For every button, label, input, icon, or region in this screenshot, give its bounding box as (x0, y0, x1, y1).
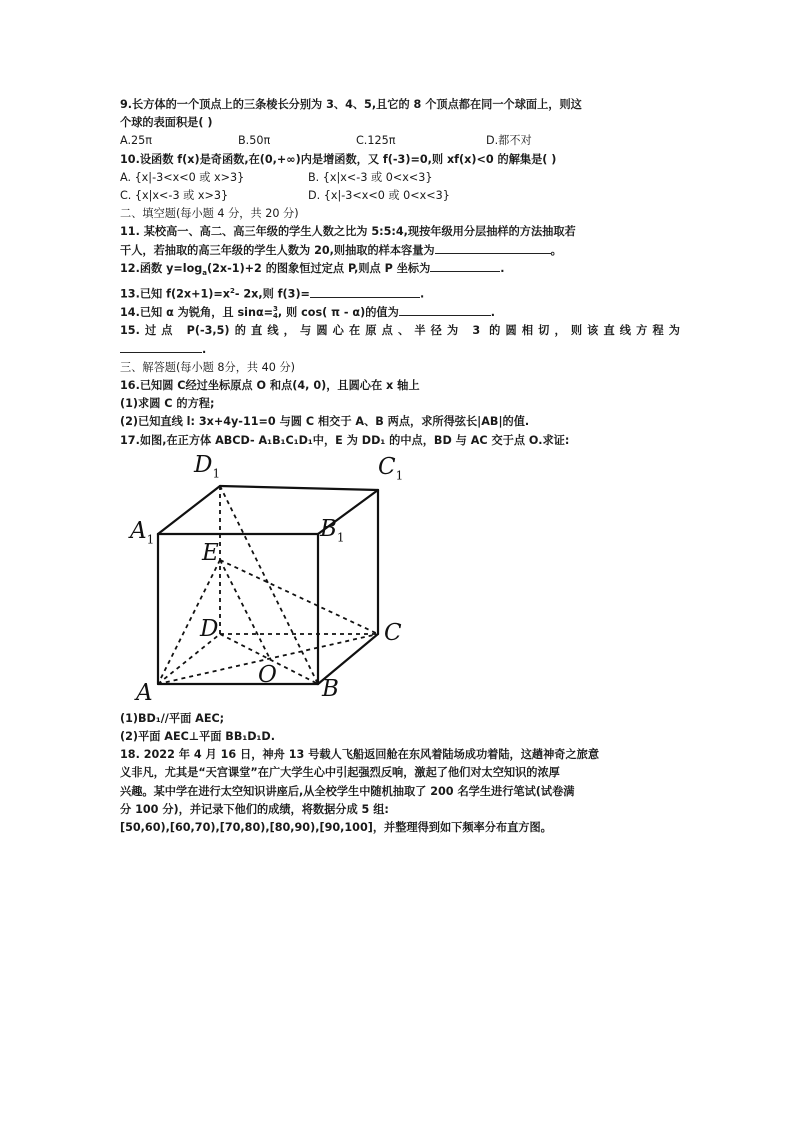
q11-stem-cont-text: 干人，若抽取的高三年级的学生人数为 20,则抽取的样本容量为 (120, 243, 435, 257)
q10-option-a: A. {x|-3<x<0 或 x>3} (120, 170, 245, 184)
q15-answer-line (120, 341, 680, 359)
q17-stem: 17.如图,在正方体 ABCD- A₁B₁C₁D₁中，E 为 DD₁ 的中点，BD 与 AC 交于点 O.求证: (120, 433, 570, 447)
q11-answer-blank[interactable] (435, 242, 551, 254)
q9-option-a: A.25π (120, 134, 152, 148)
q15-answer-blank[interactable] (120, 341, 202, 353)
label-c1-letter: C (378, 453, 396, 480)
q14-post: , 则 cos( π - α)的值为 (277, 306, 399, 320)
q11-stem: 11. 某校高一、高二、高三年级的学生人数之比为 5:5:4,现按年级用分层抽样的方法抽取若 (120, 225, 576, 239)
q12-post: (2x-1)+2 的图象恒过定点 P,则点 P 坐标为 (207, 261, 431, 275)
q13-pre: 13.已知 f(2x+1)=x (120, 288, 230, 301)
q17-part-1: (1)BD₁//平面 AEC; (120, 711, 225, 725)
label-a: A (136, 679, 153, 706)
q16-part-2: (2)已知直线 l: 3x+4y-11=0 与圆 C 相交于 A、B 两点，求所得弦长|AB|的值. (120, 415, 530, 429)
q14-answer-blank[interactable] (399, 304, 491, 316)
q13-sup: 2 (229, 287, 235, 296)
q18-line-1: 18. 2022 年 4 月 16 日，神舟 13 号载人飞船返回舱在东风着陆场成功着陆，这趟神奇之旅意 (120, 748, 600, 762)
segment-e-o (220, 560, 270, 659)
label-e: E (202, 539, 219, 566)
q12-answer-blank[interactable] (430, 260, 500, 272)
label-b1-letter: B (320, 515, 337, 542)
label-d1 (194, 452, 220, 481)
label-c1-sub: 1 (395, 468, 404, 483)
q14-numerator: 3 (273, 305, 278, 314)
edge-a1-d1 (158, 486, 220, 534)
q15-stem: 15.过点 P(-3,5)的直线，与圆心在原点、半径为 3 的圆相切，则该直线方程为 (120, 324, 680, 338)
q18-line-5: [50,60),[60,70),[70,80),[80,90),[90,100]，并整理得到如下频率分布直方图。 (120, 821, 552, 835)
q10-stem: 10.设函数 f(x)是奇函数,在(0,+∞)内是增函数，又 f(-3)=0,则 xf(x)<0 的解集是( ) (120, 152, 557, 166)
q16-stem: 16.已知圆 C经过坐标原点 O 和点(4, 0)，且圆心在 x 轴上 (120, 379, 420, 393)
diagonal-d1-b (220, 486, 318, 684)
q9-option-b: B.50π (238, 134, 271, 148)
label-o: O (258, 661, 277, 688)
q11-stem-cont (120, 242, 680, 260)
q9-stem-cont: 个球的表面积是( ) (120, 116, 213, 130)
q13-stem (120, 282, 680, 304)
label-b: B (322, 675, 339, 702)
q12-sub: a (202, 269, 208, 278)
q10-option-c: C. {x|x<-3 或 x>3} (120, 189, 229, 203)
edge-d1-c1 (220, 486, 378, 490)
label-d: D (200, 615, 219, 642)
label-b1-sub: 1 (336, 530, 345, 545)
label-a1 (130, 518, 154, 547)
q9-options (120, 132, 680, 150)
q13-end: . (419, 288, 425, 301)
q14-denominator: 4 (273, 312, 278, 321)
q13-answer-blank[interactable] (310, 286, 420, 298)
section-3-heading: 三、解答题(每小题 8分，共 40 分) (120, 360, 296, 374)
q10-option-b: B. {x|x<-3 或 0<x<3} (308, 170, 433, 184)
q10-options-row1 (120, 169, 680, 187)
q16-part-1: (1)求圆 C 的方程; (120, 397, 215, 411)
q18-line-2: 义非凡，尤其是“天宫课堂”在广大学生心中引起强烈反响，激起了他们对太空知识的浓厚 (120, 766, 560, 780)
q14-pre: 14.已知 α 为锐角，且 sinα= (120, 306, 274, 320)
section-2-heading: 二、填空题(每小题 4 分，共 20 分) (120, 207, 299, 221)
q17-part-2: (2)平面 AEC⊥平面 BB₁D₁D. (120, 730, 275, 744)
q12-end: . (500, 261, 505, 275)
q12-pre: 12.函数 y=log (120, 261, 203, 275)
label-a1-sub: 1 (146, 532, 155, 547)
q13-post: - 2x,则 f(3)= (234, 288, 310, 301)
q9-option-d: D.都不对 (486, 134, 532, 148)
q10-options-row2 (120, 187, 680, 205)
q18-line-4: 分 100 分)，并记录下他们的成绩，将数据分成 5 组: (120, 802, 389, 816)
q12-stem (120, 260, 680, 282)
label-b1 (320, 516, 345, 545)
q9-option-c: C.125π (356, 134, 396, 148)
label-c: C (384, 619, 402, 646)
q9-stem: 9.长方体的一个顶点上的三条棱长分别为 3、4、5,且它的 8 个顶点都在同一个球面上，则这 (120, 98, 582, 111)
label-c1 (378, 454, 403, 483)
cube-figure (120, 452, 420, 708)
segment-e-c (220, 560, 378, 634)
label-d1-sub: 1 (212, 466, 221, 481)
q11-end: 。 (550, 243, 562, 257)
q14-stem (120, 304, 680, 322)
q10-option-d: D. {x|-3<x<0 或 0<x<3} (308, 189, 450, 203)
label-d1-letter: D (194, 451, 213, 478)
exam-page (120, 96, 680, 837)
q18-line-3: 兴趣。某中学在进行太空知识讲座后,从全校学生中随机抽取了 200 名学生进行笔试(试卷满 (120, 784, 575, 798)
q15-end: . (202, 342, 207, 356)
q14-end: . (490, 306, 496, 320)
label-a1-letter: A (130, 517, 147, 544)
